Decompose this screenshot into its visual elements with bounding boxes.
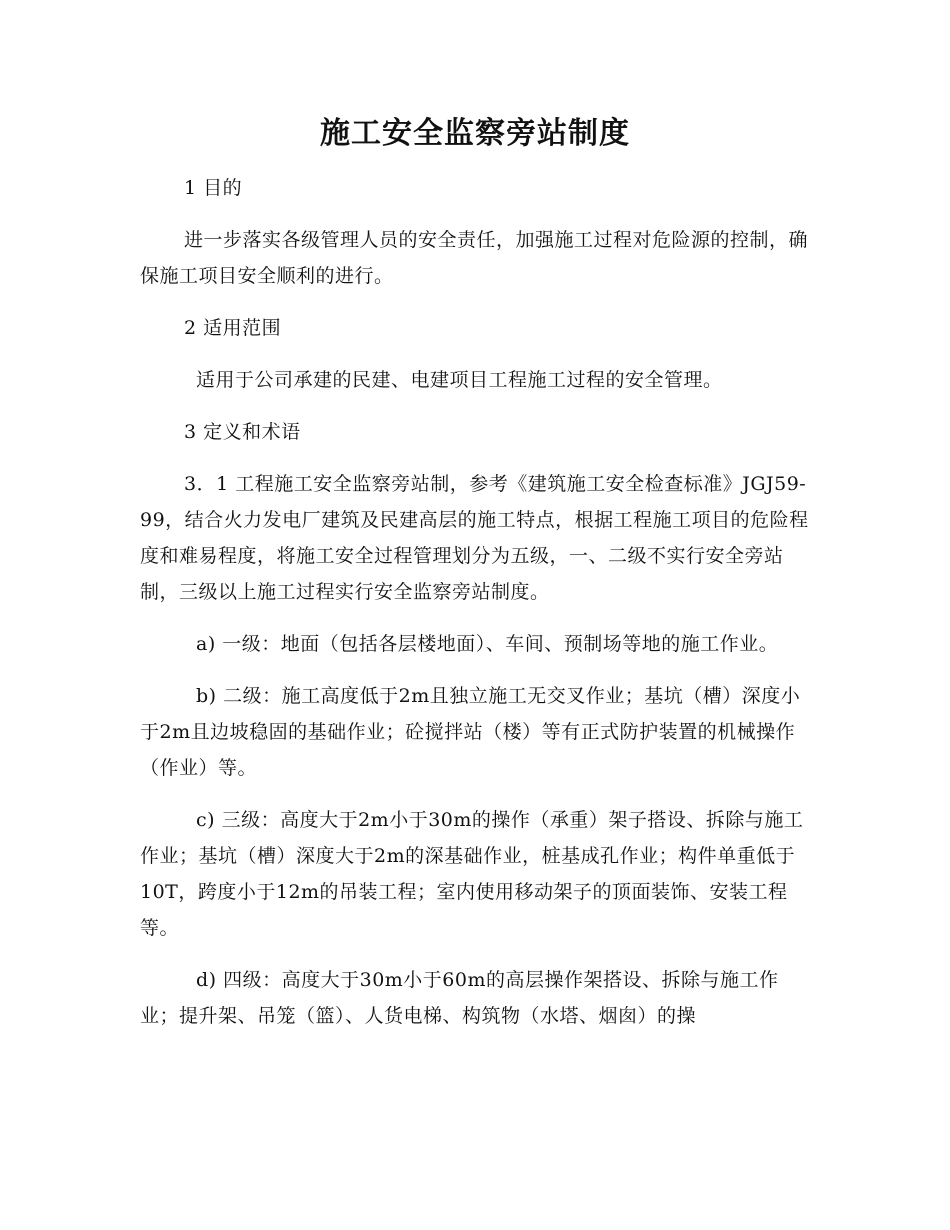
document-title: 施工安全监察旁站制度 [320, 116, 630, 151]
section-1-body: 进一步落实各级管理人员的安全责任，加强施工过程对危险源的控制，确保施工项目安全顺利的进行。 [140, 229, 809, 287]
section-2-heading: 2 适用范围 [184, 317, 282, 339]
level-item-b: b) 二级：施工高度低于2m且独立施工无交叉作业；基坑（槽）深度小于2m且边坡稳固的基础作业；砼搅拌站（楼）等有正式防护装置的机械操作（作业）等。 [140, 685, 801, 779]
level-item-a: a) 一级：地面（包括各层楼地面）、车间、预制场等地的施工作业。 [196, 633, 779, 655]
section-3-heading: 3 定义和术语 [184, 421, 301, 443]
section-2-body: 适用于公司承建的民建、电建项目工程施工过程的安全管理。 [196, 369, 723, 391]
level-item-c: c) 三级：高度大于2m小于30m的操作（承重）架子搭设、拆除与施工作业；基坑（槽）深度大于2m的深基础作业，桩基成孔作业；构件单重低于10T，跨度小于12m的吊装工程；室内使用移动架子的顶面装饰、安装工程等。 [140, 809, 804, 939]
section-1-heading: 1 目的 [184, 177, 243, 199]
section-3-1-paragraph: 3．1 工程施工安全监察旁站制，参考《建筑施工安全检查标准》JGJ59-99，结合火力发电厂建筑及民建高层的施工特点，根据工程施工项目的危险程度和难易程度，将施工安全过程管理划分为五级，一、二级不实行安全旁站制，三级以上施工过程实行安全监察旁站制度。 [140, 473, 809, 603]
level-item-d: d) 四级：高度大于30m小于60m的高层操作架搭设、拆除与施工作业；提升架、吊笼（篮）、人货电梯、构筑物（水塔、烟囱）的操 [140, 969, 779, 1027]
